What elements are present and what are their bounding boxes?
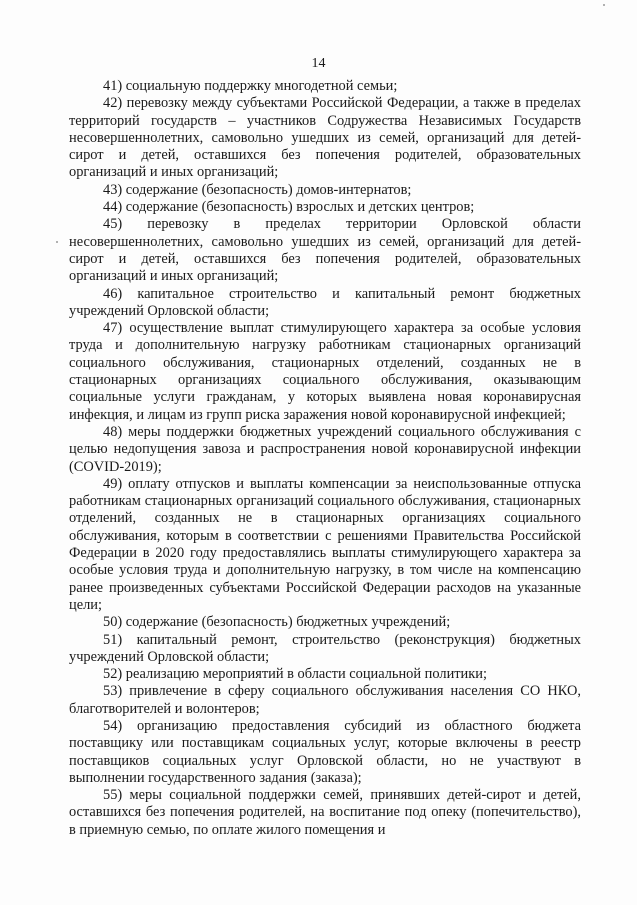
paragraph-44: 44) содержание (безопасность) взрослых и детских центров; xyxy=(103,199,475,216)
scan-speck xyxy=(56,241,58,243)
paragraph-48: 48) меры поддержки бюджетных учреждений социального обслуживания с целью недопущения завоза и распространения новой коронавирусной инфекции (COVID-2019); xyxy=(69,423,581,475)
paragraph-47: 47) осуществление выплат стимулирующего характера за особые условия труда и дополнительную нагрузку работникам стационарных организаций социального обслуживания, стационарных отделений, созданных не в стационарных организациях социального обслуживания, оказывающим социальные услуги гражданам, у которых выявлена новая коронавирусная инфекция, и лицам из групп риска заражения новой коронавирусной инфекцией; xyxy=(69,320,581,423)
scan-speck xyxy=(603,4,605,6)
document-body xyxy=(69,78,581,839)
paragraph-45: 45) перевозку в пределах территории Орловской области несовершеннолетних, самовольно ушедших из семей, организаций для детей-сирот и детей, оставшихся без попечения родителей, образовательных организаций и иных организаций; xyxy=(69,216,581,285)
page-number: 14 xyxy=(311,56,326,71)
paragraph-54: 54) организацию предоставления субсидий из областного бюджета поставщику или поставщикам социальных услуг, которые включены в реестр поставщиков социальных услуг Орловской области, но не участвуют в выполнении государственного задания (заказа); xyxy=(69,717,581,786)
paragraph-46: 46) капитальное строительство и капитальный ремонт бюджетных учреждений Орловской области; xyxy=(69,285,581,319)
paragraph-52: 52) реализацию мероприятий в области социальной политики; xyxy=(103,666,487,683)
paragraph-41: 41) социальную поддержку многодетной семьи; xyxy=(103,78,398,94)
paragraph-42: 42) перевозку между субъектами Российской Федерации, а также в пределах территорий государств – участников Содружества Независимых Государств несовершеннолетних, самовольно ушедших из семей, организаций для детей-сирот и детей, оставшихся без попечения родителей, образовательных организаций и иных организаций; xyxy=(69,95,581,181)
paragraph-51: 51) капитальный ремонт, строительство (реконструкция) бюджетных учреждений Орловской области; xyxy=(69,631,581,665)
paragraph-50: 50) содержание (безопасность) бюджетных учреждений; xyxy=(103,614,451,631)
paragraph-43: 43) содержание (безопасность) домов-интернатов; xyxy=(103,181,412,198)
paragraph-53: 53) привлечение в сферу социального обслуживания населения СО НКО, благотворителей и волонтеров; xyxy=(69,683,581,717)
paragraph-49: 49) оплату отпусков и выплаты компенсации за неиспользованные отпуска работникам стационарных организаций социального обслуживания, стационарных отделений, созданных не в стационарных организациях социального обслуживания, которым в соответствии с решениями Правительства Российской Федерации в 2020 году предоставлялись выплаты стимулирующего характера за особые условия труда и дополнительную нагрузку, в том числе на компенсацию ранее произведенных субъектами Российской Федерации расходов на указанные цели; xyxy=(69,475,581,613)
paragraph-55: 55) меры социальной поддержки семей, принявших детей-сирот и детей, оставшихся без попечения родителей, на воспитание под опеку (попечительство), в приемную семью, по оплате жилого помещения и xyxy=(69,787,581,838)
